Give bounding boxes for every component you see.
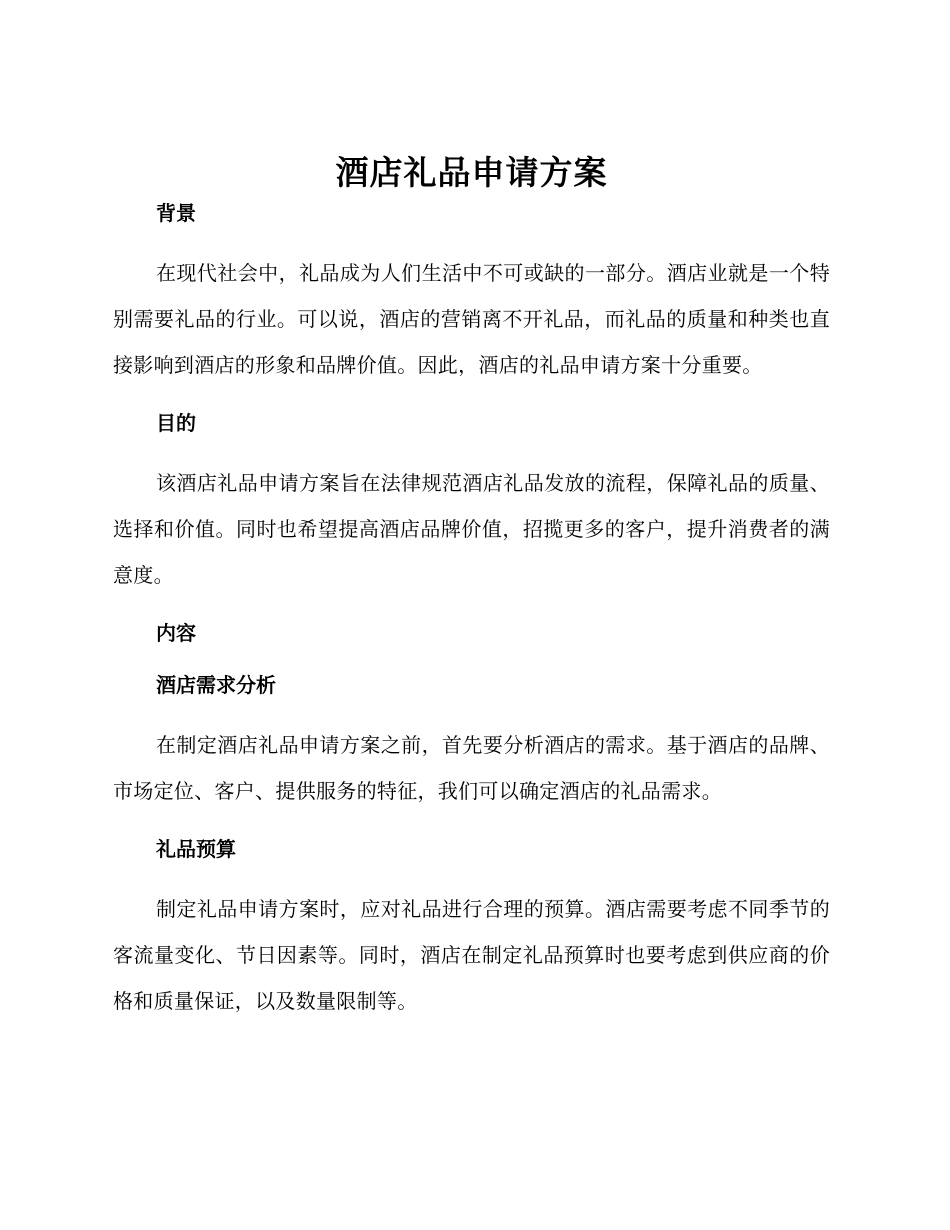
paragraph-background: 在现代社会中，礼品成为人们生活中不可或缺的一部分。酒店业就是一个特别需要礼品的行业。可以说，酒店的营销离不开礼品，而礼品的质量和种类也直接影响到酒店的形象和品牌价值。因此，酒店的礼品申请方案十分重要。	[113, 261, 830, 377]
section-heading-purpose: 目的	[156, 411, 196, 435]
paragraph-gift-budget: 制定礼品申请方案时，应对礼品进行合理的预算。酒店需要考虑不同季节的客流量变化、节日因素等。同时，酒店在制定礼品预算时也要考虑到供应商的价格和质量保证，以及数量限制等。	[113, 897, 830, 1013]
section-heading-gift-budget: 礼品预算	[156, 837, 236, 861]
section-heading-content: 内容	[156, 621, 196, 645]
section-heading-background: 背景	[156, 201, 196, 225]
document-title: 酒店礼品申请方案	[335, 153, 608, 192]
paragraph-purpose: 该酒店礼品申请方案旨在法律规范酒店礼品发放的流程，保障礼品的质量、选择和价值。同时也希望提高酒店品牌价值，招揽更多的客户，提升消费者的满意度。	[113, 471, 830, 587]
section-heading-needs-analysis: 酒店需求分析	[156, 673, 276, 697]
paragraph-needs-analysis: 在制定酒店礼品申请方案之前，首先要分析酒店的需求。基于酒店的品牌、市场定位、客户、提供服务的特征，我们可以确定酒店的礼品需求。	[113, 733, 830, 803]
document-page	[113, 150, 830, 1044]
